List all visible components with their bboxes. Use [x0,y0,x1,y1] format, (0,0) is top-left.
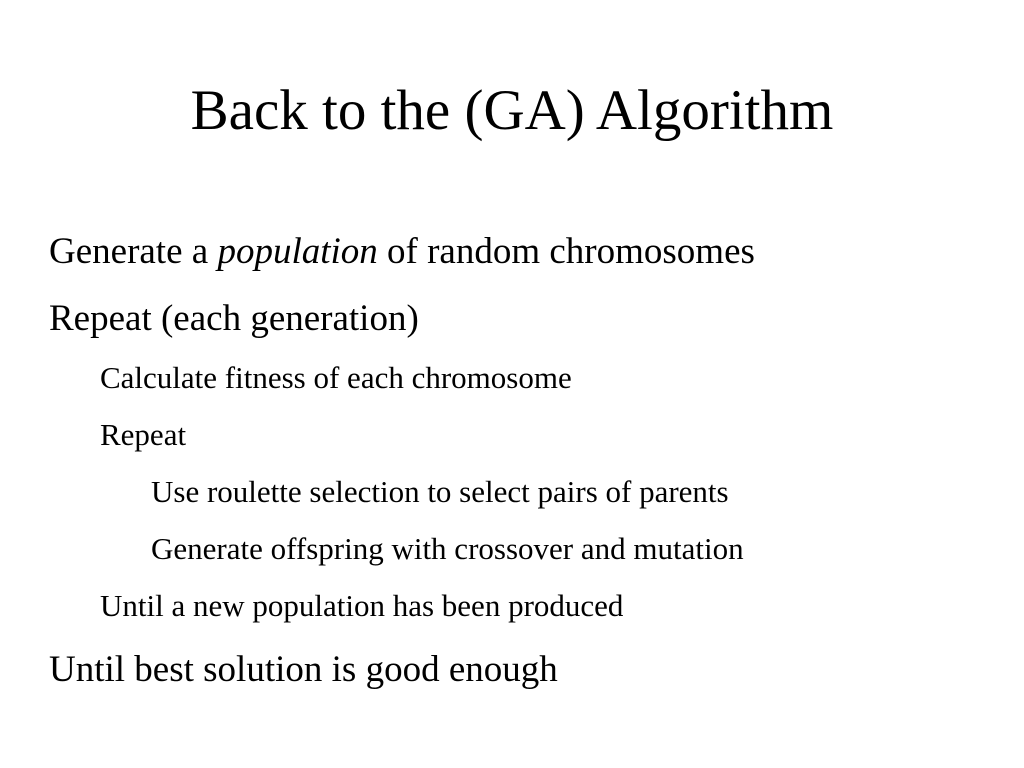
bullet-until-best-solution: Until best solution is good enough [49,649,558,690]
bullet-text-before: Generate a [49,231,218,272]
bullet-roulette-selection: Use roulette selection to select pairs of parents [151,474,729,509]
bullet-generate-offspring: Generate offspring with crossover and mutation [151,531,744,566]
bullet-generate-population [49,230,755,274]
bullet-repeat: Repeat [100,417,187,452]
slide-title: Back to the (GA) Algorithm [190,79,834,142]
bullet-until-new-population: Until a new population has been produced [100,588,624,623]
bullet-calculate-fitness: Calculate fitness of each chromosome [100,360,572,395]
bullet-text-emphasis: population [217,231,378,272]
bullet-text-after: of random chromosomes [377,231,755,272]
bullet-repeat-each-generation: Repeat (each generation) [49,298,419,339]
